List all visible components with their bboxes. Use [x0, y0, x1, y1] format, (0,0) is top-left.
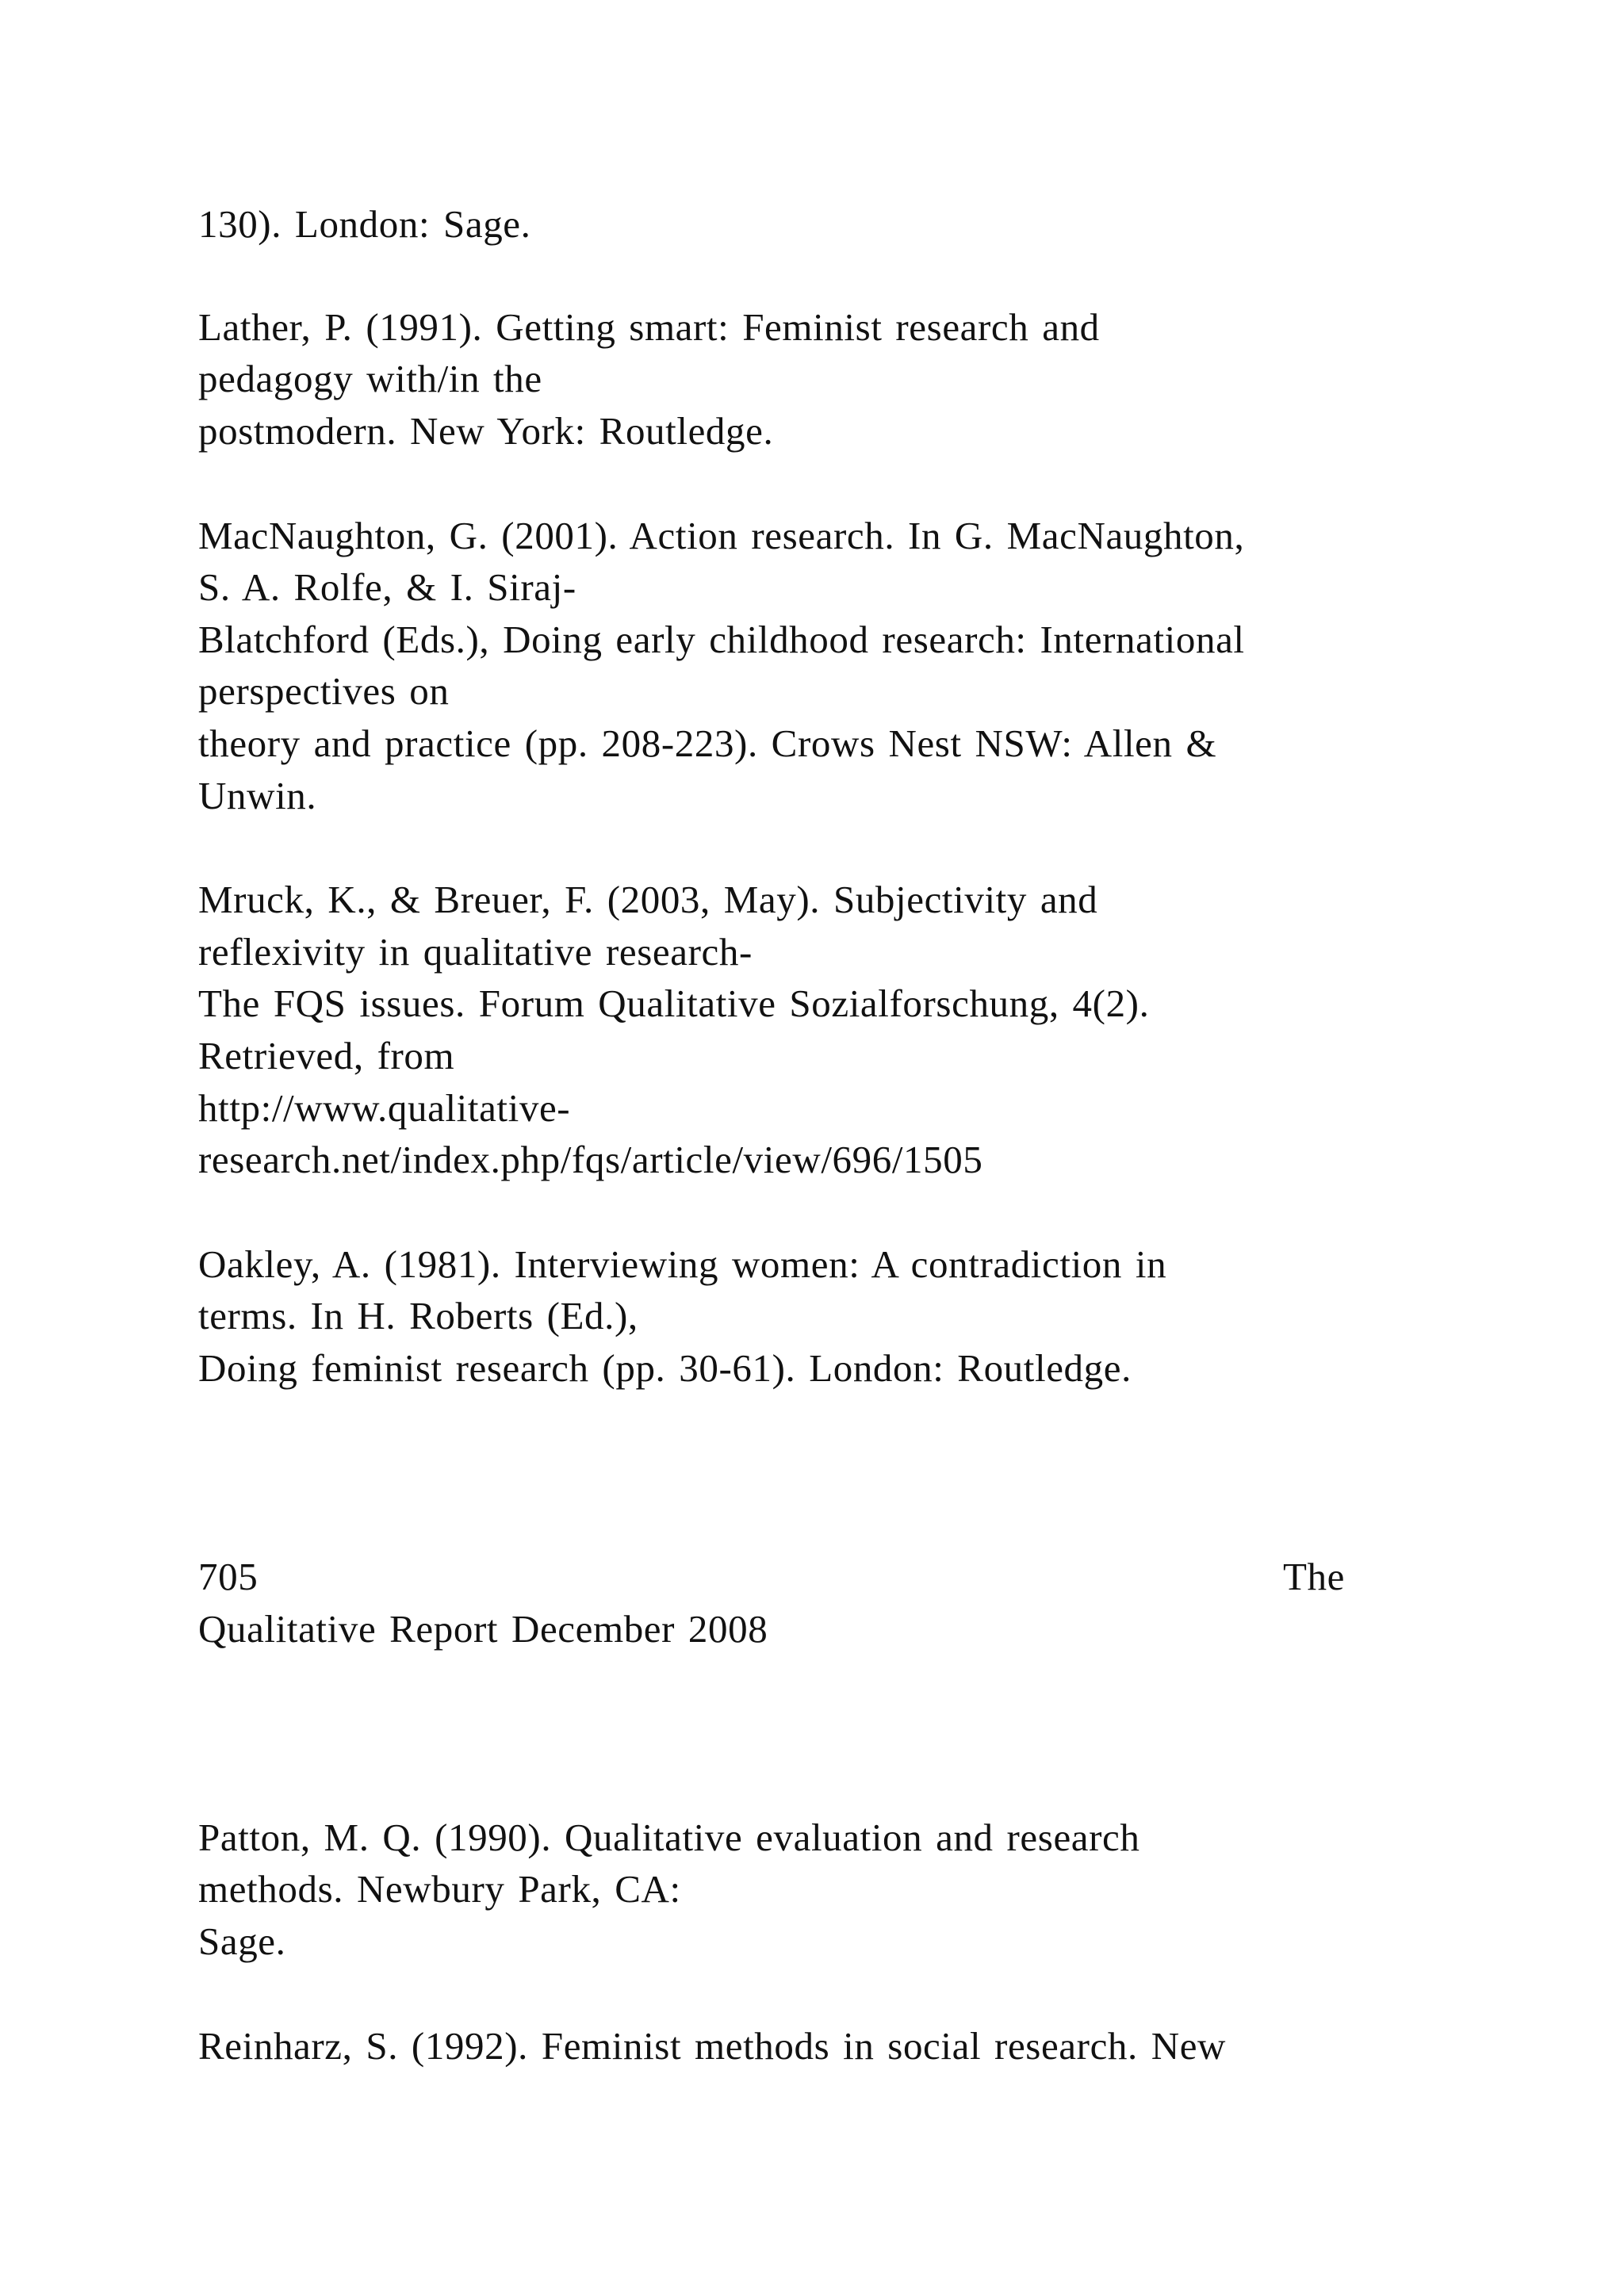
reference-line: terms. In H. Roberts (Ed.),: [198, 1294, 638, 1337]
reference-line: MacNaughton, G. (2001). Action research. In G. MacNaughton,: [198, 514, 1245, 557]
reference-url: research.net/index.php/fqs/article/view/696/1505: [198, 1138, 983, 1181]
journal-name-start: The: [1283, 1555, 1345, 1598]
reference-line: 130). London: Sage.: [198, 202, 531, 246]
reference-line: The FQS issues. Forum Qualitative Sozialforschung, 4(2).: [198, 982, 1150, 1025]
reference-line: perspectives on: [198, 669, 450, 713]
reference-url: http://www.qualitative-: [198, 1086, 571, 1130]
reference-line: Oakley, A. (1981). Interviewing women: A contradiction in: [198, 1242, 1167, 1286]
reference-line: Reinharz, S. (1992). Feminist methods in social research. New: [198, 2024, 1227, 2068]
reference-line: methods. Newbury Park, CA:: [198, 1867, 681, 1911]
reference-line: S. A. Rolfe, & I. Siraj-: [198, 565, 576, 609]
reference-line: Blatchford (Eds.), Doing early childhood research: International: [198, 618, 1245, 661]
reference-line: Doing feminist research (pp. 30-61). London: Routledge.: [198, 1346, 1132, 1390]
reference-line: Patton, M. Q. (1990). Qualitative evaluation and research: [198, 1816, 1140, 1859]
reference-line: Unwin.: [198, 774, 317, 817]
reference-line: Lather, P. (1991). Getting smart: Feminist research and: [198, 305, 1100, 349]
journal-name-date: Qualitative Report December 2008: [198, 1607, 768, 1651]
reference-line: reflexivity in qualitative research-: [198, 930, 753, 974]
reference-line: Retrieved, from: [198, 1034, 455, 1077]
reference-line: pedagogy with/in the: [198, 357, 542, 400]
page-number: 705: [198, 1555, 259, 1598]
reference-line: Mruck, K., & Breuer, F. (2003, May). Subjectivity and: [198, 878, 1098, 921]
reference-line: Sage.: [198, 1919, 286, 1963]
reference-line: postmodern. New York: Routledge.: [198, 409, 774, 453]
reference-line: theory and practice (pp. 208-223). Crows Nest NSW: Allen &: [198, 721, 1217, 765]
